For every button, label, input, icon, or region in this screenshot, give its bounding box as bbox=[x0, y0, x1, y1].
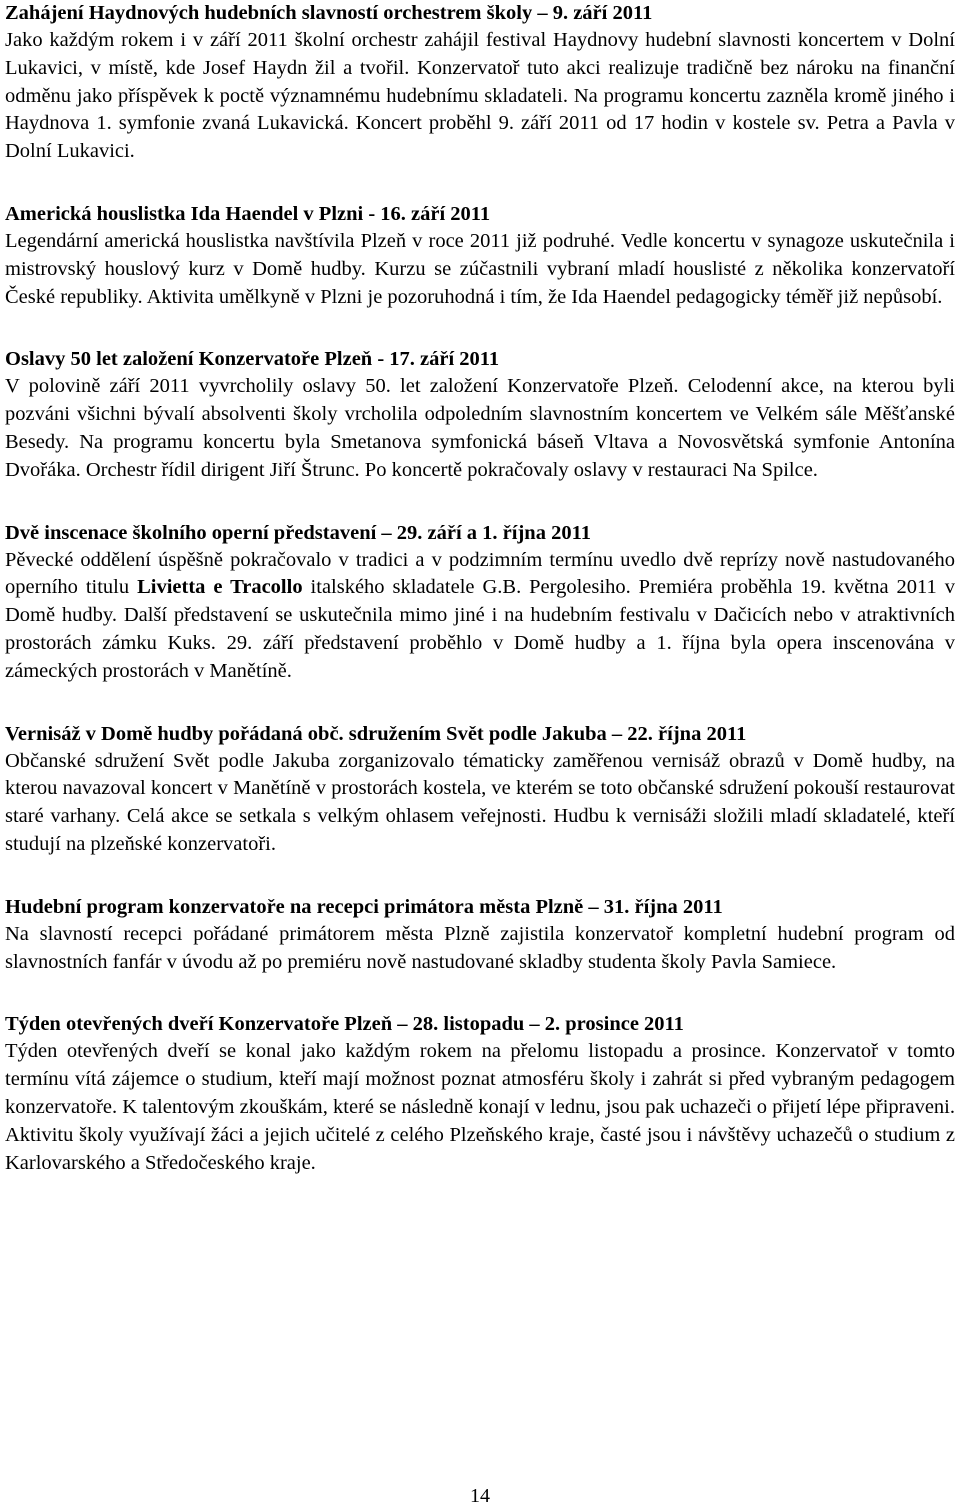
section-heading: Týden otevřených dveří Konzervatoře Plzeň – 28. listopadu – 2. prosince 2011 bbox=[5, 1013, 684, 1036]
paragraph-text-part: italského skladatele G.B. Pergolesiho. Premiéra proběhla 19. května 2011 v Domě hudby. Další představení se uskutečnila mimo jiné i na hudebním festivalu v Dačicích nebo v atraktivních prostorách zámku Kuks. 29. září představení proběhlo v Domě hudby a 1. října byla opera inscenována v zámeckých prostorách v Manětíně. bbox=[5, 576, 955, 682]
section-heading: Oslavy 50 let založení Konzervatoře Plzeň - 17. září 2011 bbox=[5, 348, 500, 371]
section-heading: Hudební program konzervatoře na recepci primátora města Plzně – 31. října 2011 bbox=[5, 895, 723, 918]
section-opera-performances bbox=[5, 520, 955, 686]
paragraph-text-part: Pěvecké oddělení úspěšně pokračovalo v tradici a v podzimním termínu uvedlo dvě reprízy nově nastudovaného operního titulu bbox=[5, 548, 955, 599]
section-heading: Americká houslistka Ida Haendel v Plzni - 16. září 2011 bbox=[5, 202, 491, 225]
section-paragraph: Legendární americká houslistka navštívila Plzeň v roce 2011 již podruhé. Vedle koncertu v synagoze uskutečnila i mistrovský houslový kurz v Domě hudby. Kurzu se zúčastnili vybraní mladí houslisté z několika konzervatoří České republiky. Aktivita umělkyně v Plzni je pozoruhodná i tím, že Ida Haendel pedagogicky téměř již nepůsobí. bbox=[5, 229, 955, 308]
section-paragraph: Občanské sdružení Svět podle Jakuba zorganizovalo tématicky zaměřenou vernisáž obrazů v Domě hudby, na kterou navazoval koncert v Manětíně v prostorách kostela, ve kterém se toto občanské sdružení pokouší restaurovat staré varhany. Celá akce se setkala s velkým ohlasem veřejnosti. Hudbu k vernisáži složili mladí skladatelé, kteří studují na plzeňské konzervatoři. bbox=[5, 749, 955, 855]
section-paragraph: Jako každým rokem i v září 2011 školní orchestr zahájil festival Haydnovy hudební slavnosti koncertem v Dolní Lukavici, v místě, kde Josef Haydn žil a tvořil. Konzervatoř tuto akci realizuje tradičně bez nároku na finanční odměnu jako příspěvek k poctě významnému hudebnímu skladateli. Na programu koncertu zazněla kromě jiného i Haydnova 1. symfonie zvaná Lukavická. Koncert proběhl 9. září 2011 od 17 hodin v kostele sv. Petra a Pavla v Dolní Lukavici. bbox=[5, 29, 955, 163]
section-heading: Vernisáž v Domě hudby pořádaná obč. sdružením Svět podle Jakuba – 22. října 2011 bbox=[5, 722, 747, 745]
section-mayor-reception bbox=[5, 894, 955, 977]
section-open-days bbox=[5, 1011, 955, 1177]
section-paragraph: Týden otevřených dveří se konal jako každým rokem na přelomu listopadu a prosince. Konzervatoř v tomto termínu vítá zájemce o studium, kteří mají možnost poznat atmosféru školy i zahrát si před vybraným pedagogem konzervatoře. K talentovým zkouškám, které se následně konají v lednu, jsou pak uchazeči o přijetí lépe připraveni. Aktivitu školy využívají žáci a jejich učitelé z celého Plzeňského kraje, časté jsou i návštěvy uchazečů o studium z Karlovarského a Středočeského kraje. bbox=[5, 1040, 955, 1174]
section-vernissage bbox=[5, 721, 955, 859]
section-paragraph: V polovině září 2011 vyvrcholily oslavy 50. let založení Konzervatoře Plzeň. Celodenní akce, na kterou byli pozváni všichni bývalí absolventi školy vrcholila odpoledním slavnostním koncertem ve Velkém sále Měšťanské Besedy. Na programu koncertu byla Smetanova symfonická báseň Vltava a Novosvětská symfonie Antonína Dvořáka. Orchestr řídil dirigent Jiří Štrunc. Po koncertě pokračovaly oslavy v restauraci Na Spilce. bbox=[5, 375, 955, 481]
page-number: 14 bbox=[470, 1485, 490, 1507]
section-haydn-festival bbox=[5, 0, 955, 166]
section-paragraph bbox=[5, 547, 955, 686]
section-heading: Zahájení Haydnových hudebních slavností orchestrem školy – 9. září 2011 bbox=[5, 2, 653, 24]
section-heading: Dvě inscenace školního operní představení – 29. září a 1. října 2011 bbox=[5, 521, 591, 544]
section-ida-haendel bbox=[5, 201, 955, 311]
section-50-years-anniversary bbox=[5, 346, 955, 484]
document-page bbox=[5, 0, 955, 1212]
section-paragraph: Na slavností recepci pořádané primátorem města Plzně zajistila konzervatoř kompletní hudební program od slavnostních fanfár v úvodu až po premiéru nově nastudované skladby studenta školy Pavla Samiece. bbox=[5, 922, 955, 973]
opera-title: Livietta e Tracollo bbox=[137, 576, 303, 599]
